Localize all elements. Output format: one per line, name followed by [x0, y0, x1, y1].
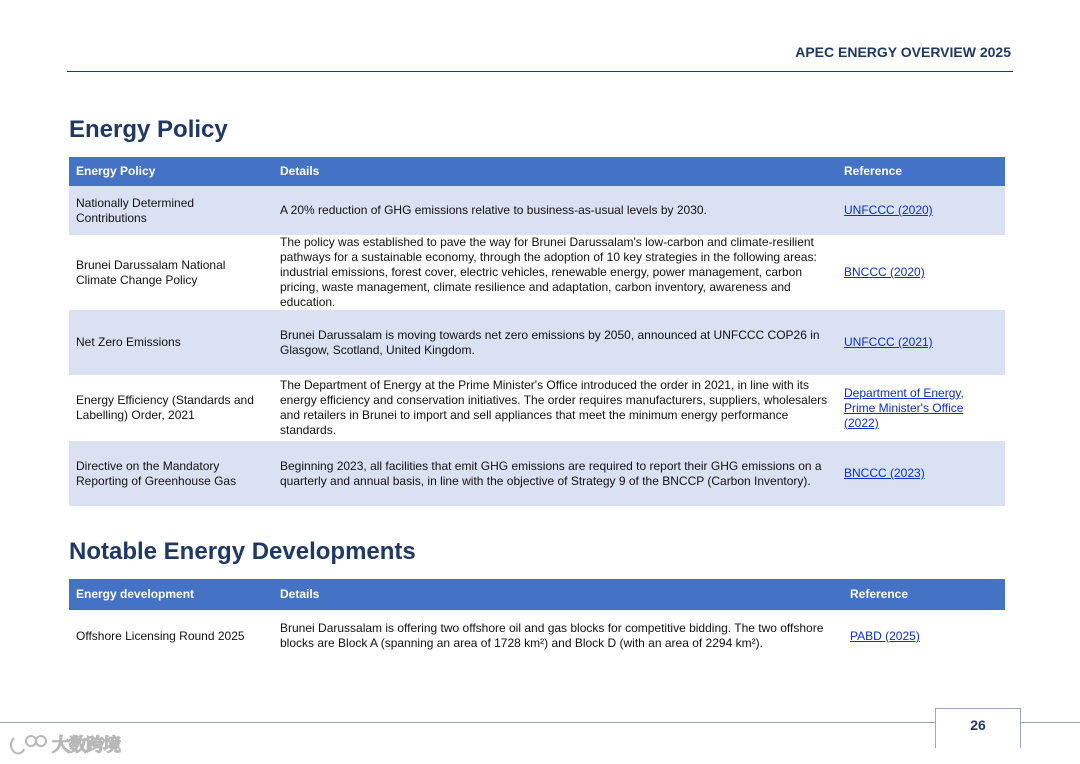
- table-row: [69, 610, 1005, 662]
- column-header: Energy Policy: [69, 157, 273, 186]
- header-divider: [67, 71, 1013, 72]
- policy-details: A 20% reduction of GHG emissions relative to business-as-usual levels by 2030.: [273, 186, 837, 235]
- policy-name: Brunei Darussalam National Climate Change Policy: [69, 235, 273, 310]
- policy-reference: [837, 235, 1005, 310]
- reference-link[interactable]: PABD (2025): [850, 628, 920, 643]
- column-header: Energy development: [69, 579, 273, 610]
- policy-reference: [837, 186, 1005, 235]
- development-name: Offshore Licensing Round 2025: [76, 628, 245, 643]
- policy-details: Beginning 2023, all facilities that emit GHG emissions are required to report their GHG emissions on a quarterly and annual basis, in line with the objective of Strategy 9 of the BNCCP (Carbon Inventory).: [273, 441, 837, 506]
- development-details: Brunei Darussalam is offering two offshore oil and gas blocks for competitive bidding. The two offshore blocks are Block A (spanning an area of 1728 km²) and Block D (with an area of 2294 km²).: [280, 621, 824, 650]
- energy-policy-table: [69, 157, 1005, 506]
- policy-name: Directive on the Mandatory Reporting of Greenhouse Gas: [69, 441, 273, 506]
- policy-details: The Department of Energy at the Prime Minister's Office introduced the order in 2021, in line with its energy efficiency and conservation initiatives. The order requires manufacturers, suppliers, wholesalers and retailers in Brunei to import and sell appliances that meet the minimum energy performance standards.: [273, 375, 837, 441]
- reference-link[interactable]: UNFCCC (2020): [844, 203, 933, 217]
- column-header: Details: [273, 157, 837, 186]
- development-reference: [843, 610, 1005, 662]
- footer-divider: [1021, 722, 1080, 723]
- policy-name: Energy Efficiency (Standards and Labelling) Order, 2021: [69, 375, 273, 441]
- column-header: Details: [273, 579, 843, 610]
- reference-link[interactable]: Department of Energy, Prime Minister's Office (2022): [844, 385, 964, 430]
- table-header-row: [69, 157, 1005, 186]
- developments-heading: Notable Energy Developments: [69, 538, 416, 565]
- policy-details: The policy was established to pave the way for Brunei Darussalam's low-carbon and climate-resilient pathways for a sustainable economy, through the adoption of 10 key strategies in the following areas: industrial emissions, forest cover, electric vehicles, renewable energy, power management, carbon pricing, waste management, climate resilience and adaptation, carbon inventory, awareness and education.: [273, 235, 837, 310]
- footer-divider: [0, 722, 935, 723]
- table-header-row: [69, 579, 1005, 610]
- reference-link[interactable]: BNCCC (2020): [844, 265, 925, 279]
- table-row: [69, 310, 1005, 375]
- policy-name: Nationally Determined Contributions: [69, 186, 273, 235]
- table-row: [69, 186, 1005, 235]
- policy-details: Brunei Darussalam is moving towards net zero emissions by 2050, announced at UNFCCC COP26 in Glasgow, Scotland, United Kingdom.: [273, 310, 837, 375]
- report-title: APEC ENERGY OVERVIEW 2025: [795, 44, 1011, 60]
- column-header: Reference: [843, 579, 1005, 610]
- table-row: [69, 235, 1005, 310]
- reference-link[interactable]: BNCCC (2023): [844, 466, 925, 480]
- policy-name: Net Zero Emissions: [69, 310, 273, 375]
- table-row: [69, 441, 1005, 506]
- watermark-text: 大数跨境: [52, 735, 120, 756]
- page-number: 26: [970, 717, 986, 733]
- energy-policy-heading: Energy Policy: [69, 116, 228, 143]
- policy-reference: [837, 375, 1005, 441]
- column-header: Reference: [837, 157, 1005, 186]
- watermark: [8, 732, 120, 756]
- watermark-logo-icon: [8, 732, 48, 756]
- table-row: [69, 375, 1005, 441]
- policy-reference: [837, 310, 1005, 375]
- policy-reference: [837, 441, 1005, 506]
- developments-table: [69, 579, 1005, 662]
- reference-link[interactable]: UNFCCC (2021): [844, 335, 933, 349]
